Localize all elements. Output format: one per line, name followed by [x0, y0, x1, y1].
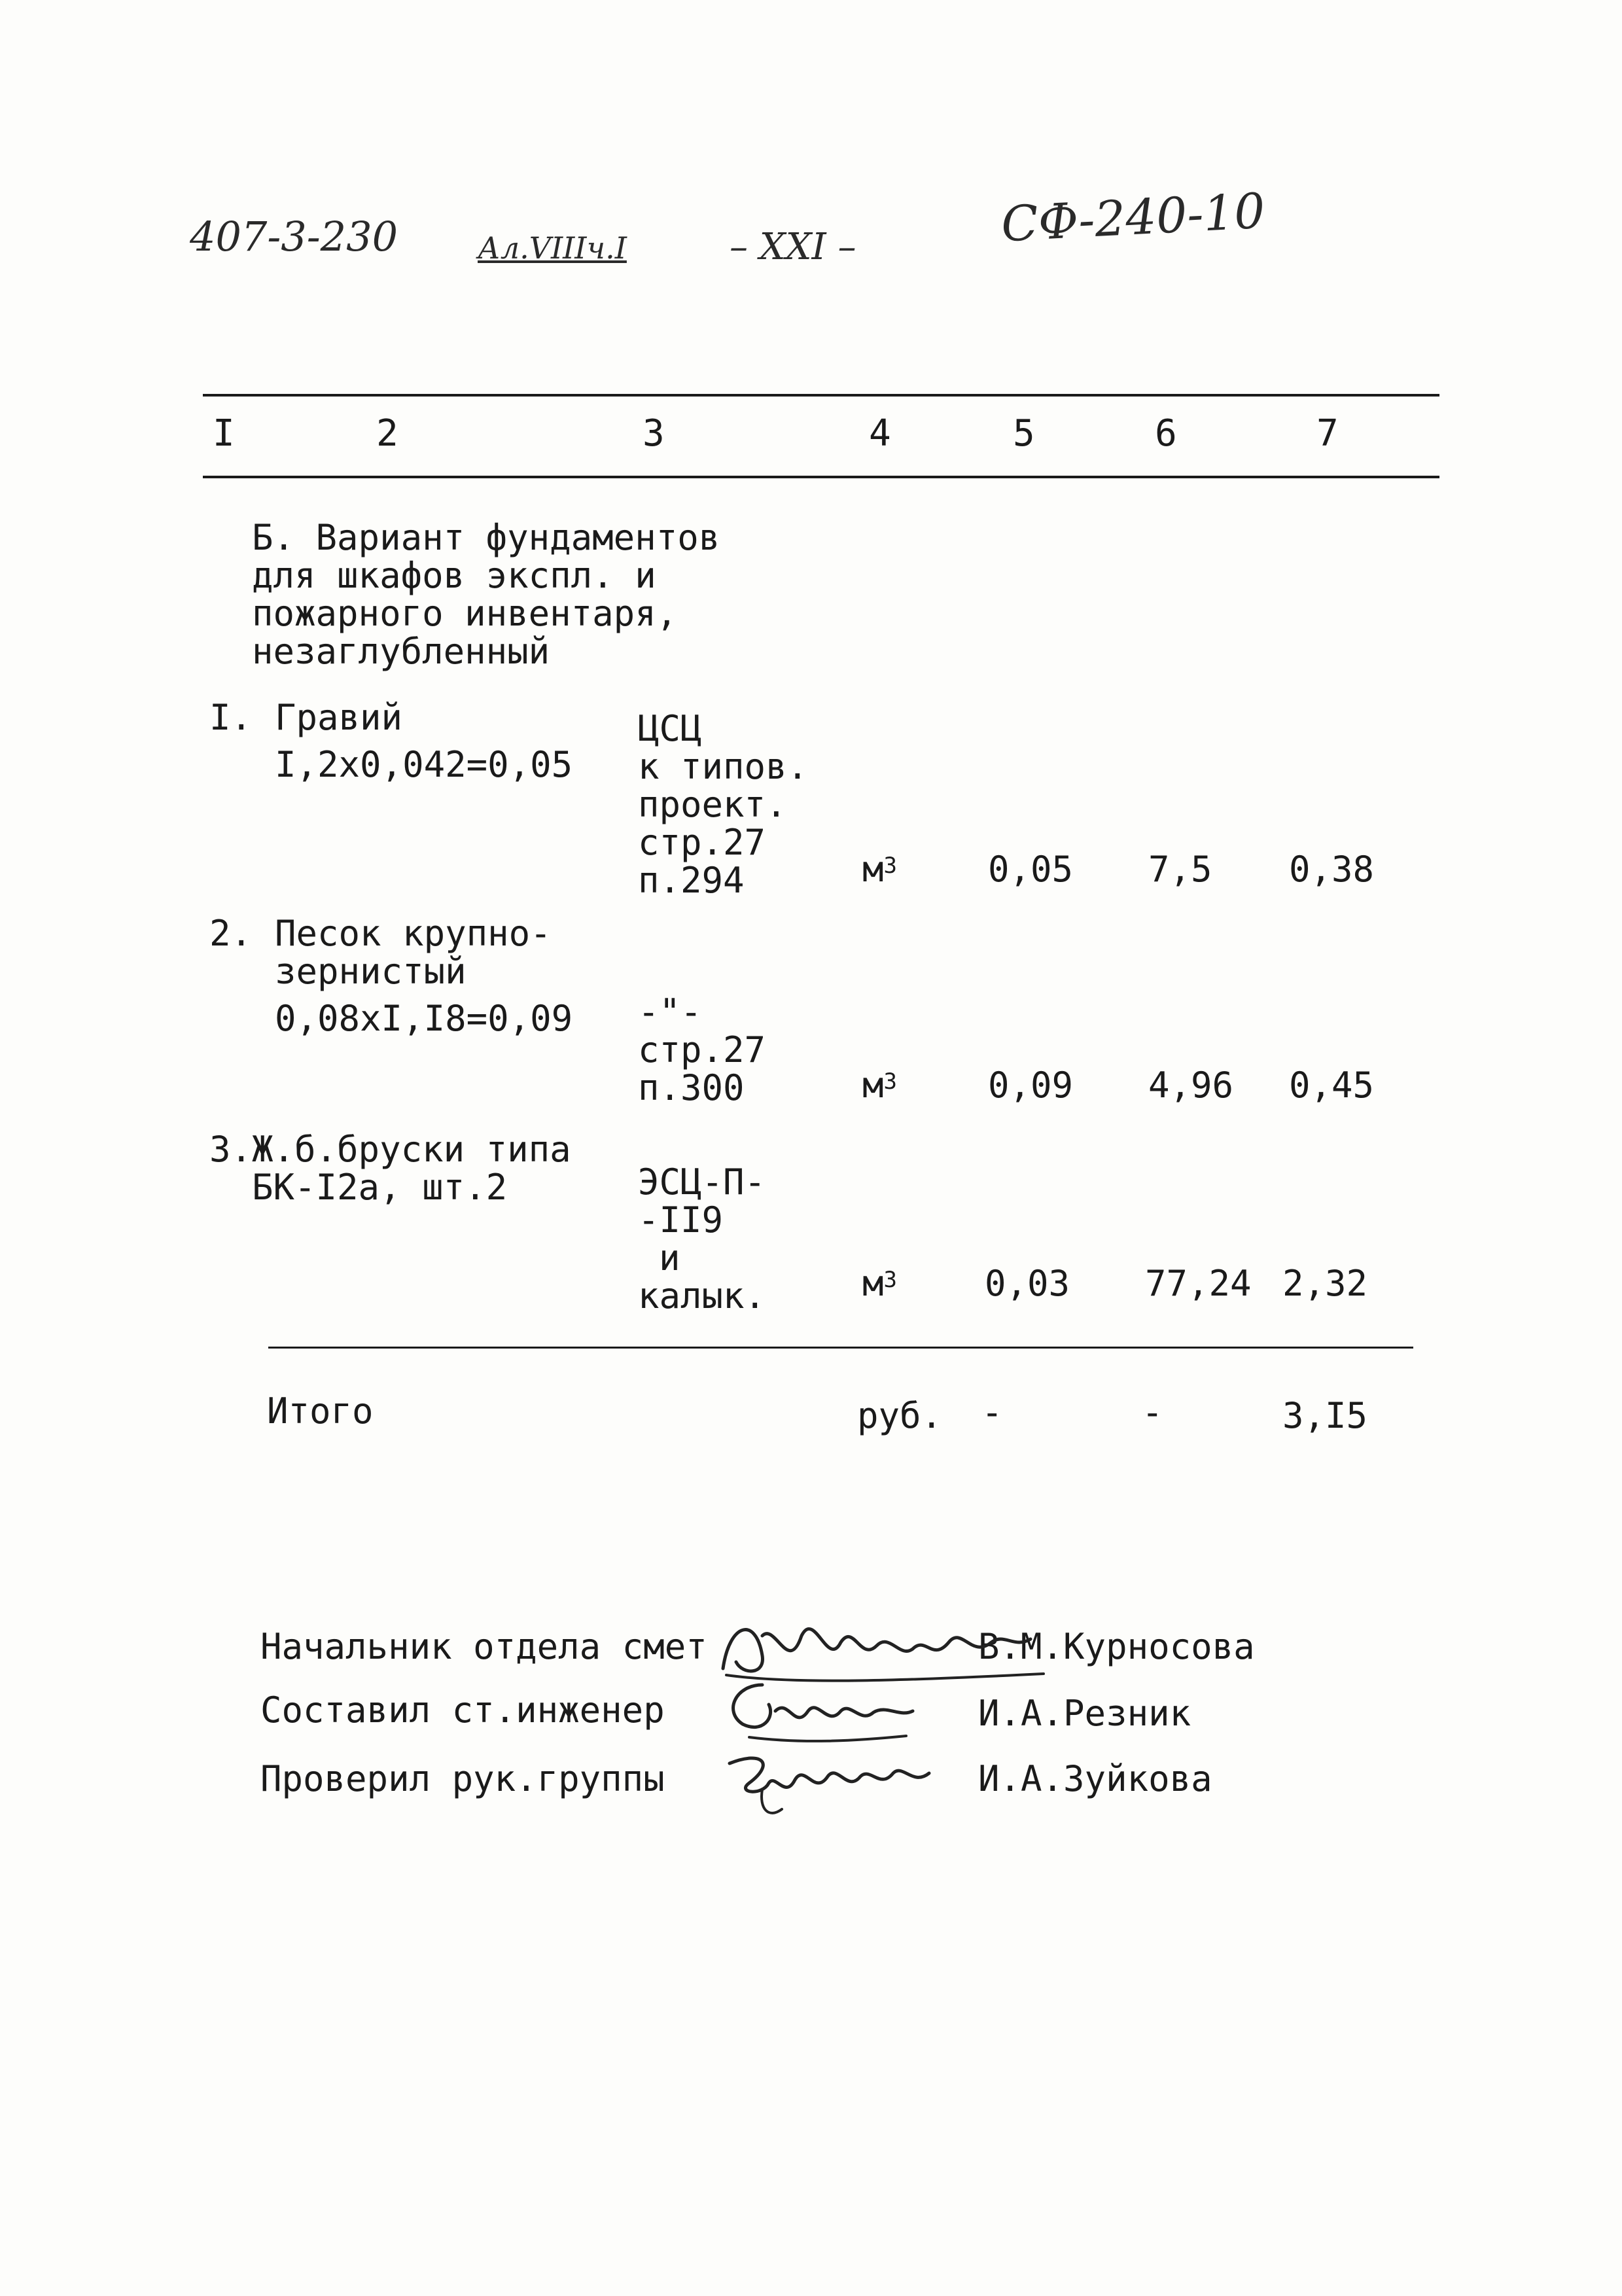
row-price: 4,96	[1148, 1065, 1234, 1106]
row-price: 7,5	[1148, 849, 1212, 890]
col-header-5: 5	[1013, 412, 1035, 455]
col-header-4: 4	[869, 412, 891, 455]
row-source-line: стр.27	[638, 822, 766, 863]
row-source	[638, 1163, 766, 1315]
row-qty: 0,05	[988, 849, 1074, 890]
unit-exponent: 3	[883, 1069, 897, 1095]
unit-exponent: 3	[883, 1267, 897, 1293]
row-source-line: ЦСЦ	[638, 708, 702, 749]
page-number: – XXI –	[730, 226, 856, 268]
col-header-3: 3	[643, 412, 665, 455]
row-unit	[862, 851, 897, 889]
unit-symbol: м	[862, 1065, 884, 1106]
table-header-rule	[203, 476, 1439, 478]
row-qty: 0,03	[985, 1263, 1070, 1304]
col-header-1: I	[213, 412, 235, 455]
doc-number: 407-3-230	[190, 213, 398, 260]
section-title	[252, 519, 720, 671]
row-number: 3.	[209, 1129, 253, 1170]
section-title-line: Б. Вариант фундаментов	[252, 517, 720, 558]
signature-role: Проверил рук.группы	[260, 1758, 665, 1799]
row-name	[252, 1131, 571, 1207]
document-code: СФ-240-10	[1000, 183, 1267, 253]
section-title-line: незаглубленный	[252, 631, 550, 672]
row-price: 77,24	[1145, 1263, 1252, 1304]
row-source	[638, 710, 808, 900]
unit-symbol: м	[862, 1263, 884, 1304]
row-name-line: Ж.б.бруски типа	[252, 1129, 571, 1170]
row-source-line: п.294	[638, 860, 745, 901]
row-calc: I,2x0,042=0,05	[275, 744, 573, 785]
row-number: 2.	[209, 913, 253, 954]
signatory-name: И.А.Зуйкова	[978, 1758, 1212, 1799]
row-source	[638, 993, 766, 1107]
row-source-line: -"-	[638, 991, 702, 1033]
row-source-line: -II9	[638, 1199, 724, 1241]
section-title-line: пожарного инвентаря,	[252, 593, 678, 634]
row-total: 0,45	[1289, 1065, 1375, 1106]
row-name-line: зернистый	[275, 951, 467, 992]
row-source-line: к типов.	[638, 746, 809, 787]
row-calc: 0,08xI,I8=0,09	[275, 998, 573, 1039]
row-total: 2,32	[1282, 1263, 1368, 1304]
signatory-name: И.А.Резник	[978, 1693, 1191, 1734]
row-name-line: БК-I2а, шт.2	[252, 1167, 508, 1208]
row-source-line: и	[659, 1237, 680, 1279]
total-rule	[268, 1347, 1413, 1349]
row-qty: 0,09	[988, 1065, 1074, 1106]
unit-exponent: 3	[883, 853, 897, 879]
row-unit	[862, 1067, 897, 1104]
row-source-line: стр.27	[638, 1029, 766, 1070]
signatory-name: В.М.Курносова	[978, 1626, 1255, 1667]
signature-role: Составил ст.инженер	[260, 1689, 665, 1731]
row-name	[275, 915, 552, 991]
row-total: 0,38	[1289, 849, 1375, 890]
total-unit: руб.	[857, 1395, 943, 1436]
total-value: 3,I5	[1282, 1395, 1368, 1436]
handwritten-signature	[723, 1737, 939, 1822]
section-title-line: для шкафов экспл. и	[252, 555, 656, 596]
row-number: I.	[209, 697, 253, 738]
row-source-line: калык.	[638, 1275, 766, 1316]
row-unit	[862, 1265, 897, 1303]
total-price: -	[1142, 1392, 1163, 1433]
unit-symbol: м	[862, 849, 884, 890]
total-qty: -	[981, 1392, 1003, 1433]
row-name-line: Песок крупно-	[275, 913, 552, 954]
row-source-line: проект.	[638, 784, 787, 825]
table-top-rule	[203, 394, 1439, 397]
col-header-2: 2	[376, 412, 398, 455]
row-source-line: ЭСЦ-П-	[638, 1161, 766, 1203]
col-header-6: 6	[1155, 412, 1177, 455]
row-source-line: п.300	[638, 1067, 745, 1108]
row-name: Гравий	[275, 697, 403, 738]
col-header-7: 7	[1316, 412, 1339, 455]
album-ref: Ал.VIIIч.I	[478, 230, 627, 266]
signature-role: Начальник отдела смет	[260, 1626, 707, 1667]
total-label: Итого	[267, 1390, 374, 1432]
